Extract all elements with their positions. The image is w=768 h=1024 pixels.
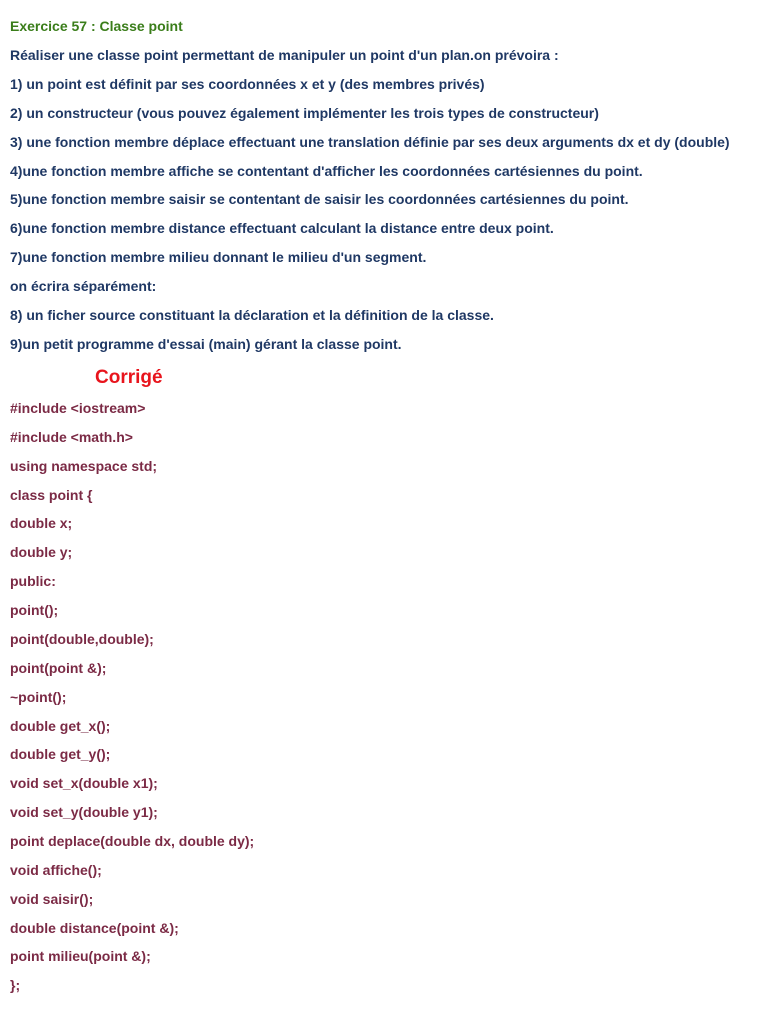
code-line: class point {	[10, 487, 93, 503]
code-line: point();	[10, 602, 59, 618]
code-line: point milieu(point &);	[10, 948, 151, 964]
correction-heading: Corrigé	[95, 367, 163, 388]
code-line: ~point();	[10, 689, 67, 705]
statement-intro: Réaliser une classe point permettant de manipuler un point d'un plan.on prévoira :	[10, 47, 559, 63]
statement-item-8: 8) un ficher source constituant la déclaration et la définition de la classe.	[10, 307, 494, 323]
code-line: double get_y();	[10, 746, 111, 762]
statement-item-2: 2) un constructeur (vous pouvez également implémenter les trois types de constructeur)	[10, 105, 599, 121]
code-line: #include <iostream>	[10, 400, 146, 416]
code-line: #include <math.h>	[10, 429, 133, 445]
code-line: double y;	[10, 544, 73, 560]
code-line: point deplace(double dx, double dy);	[10, 833, 255, 849]
code-line: double distance(point &);	[10, 920, 179, 936]
statement-item-5: 5)une fonction membre saisir se contentant de saisir les coordonnées cartésiennes du point.	[10, 191, 629, 207]
statement-item-7: 7)une fonction membre milieu donnant le milieu d'un segment.	[10, 249, 427, 265]
statement-item-4: 4)une fonction membre affiche se contentant d'afficher les coordonnées cartésiennes du point.	[10, 163, 643, 179]
code-line: void set_y(double y1);	[10, 804, 158, 820]
statement-item-9: 9)un petit programme d'essai (main) gérant la classe point.	[10, 336, 402, 352]
code-line: void saisir();	[10, 891, 94, 907]
code-line: void affiche();	[10, 862, 102, 878]
code-line: double x;	[10, 515, 73, 531]
code-line: point(point &);	[10, 660, 107, 676]
code-line: double get_x();	[10, 718, 111, 734]
exercise-title: Exercice 57 : Classe point	[10, 18, 183, 34]
code-line: public:	[10, 573, 56, 589]
code-line: };	[10, 977, 21, 993]
code-line: point(double,double);	[10, 631, 154, 647]
statement-separate-note: on écrira séparément:	[10, 278, 157, 294]
code-line: using namespace std;	[10, 458, 158, 474]
statement-item-1: 1) un point est définit par ses coordonnées x et y (des membres privés)	[10, 76, 485, 92]
code-line: void set_x(double x1);	[10, 775, 158, 791]
statement-item-3: 3) une fonction membre déplace effectuant une translation définie par ses deux arguments dx et dy (double)	[10, 134, 730, 150]
statement-item-6: 6)une fonction membre distance effectuant calculant la distance entre deux point.	[10, 220, 554, 236]
